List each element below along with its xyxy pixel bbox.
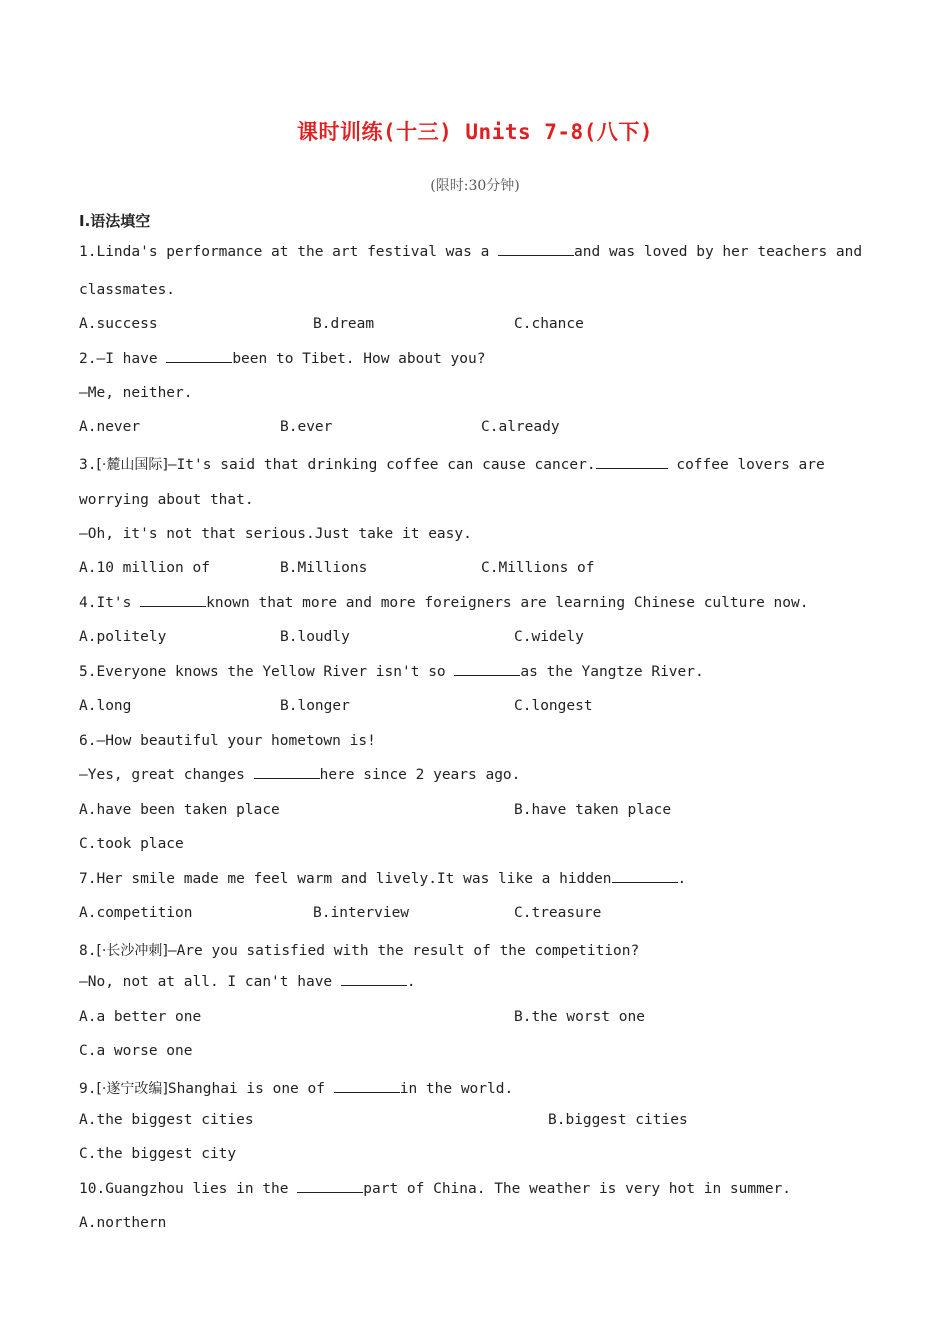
source-tag: [·长沙冲刺] <box>96 943 168 959</box>
question-9-stem: 9.[·遂宁改编]Shanghai is one of in the world. <box>79 1081 514 1097</box>
option-a[interactable]: A.a better one <box>79 1009 202 1025</box>
option-a[interactable]: A.have been taken place <box>79 802 280 818</box>
option-c[interactable]: C.widely <box>514 629 584 645</box>
source-tag: [·麓山国际] <box>96 457 168 473</box>
option-a[interactable]: A.success <box>79 316 158 332</box>
option-b[interactable]: B.ever <box>280 419 333 435</box>
answer-blank[interactable] <box>140 605 206 607</box>
option-c[interactable]: C.took place <box>79 836 184 852</box>
option-a[interactable]: A.never <box>79 419 141 435</box>
question-2-stem: 2.—I have been to Tibet. How about you? <box>79 351 486 367</box>
source-tag: [·遂宁改编] <box>96 1081 168 1097</box>
answer-blank[interactable] <box>166 361 232 363</box>
option-b[interactable]: B.the worst one <box>514 1009 645 1025</box>
section-heading: Ⅰ.语法填空 <box>79 212 151 230</box>
option-c[interactable]: C.already <box>481 419 560 435</box>
question-1-stem-cont: classmates. <box>79 282 176 298</box>
answer-blank[interactable] <box>341 984 407 986</box>
answer-blank[interactable] <box>334 1091 400 1093</box>
option-c[interactable]: C.treasure <box>514 905 602 921</box>
question-1-stem: 1.Linda's performance at the art festival was a and was loved by her teachers and <box>79 244 863 260</box>
option-c[interactable]: C.Millions of <box>481 560 595 576</box>
option-b[interactable]: B.have taken place <box>514 802 672 818</box>
option-c[interactable]: C.a worse one <box>79 1043 193 1059</box>
option-a[interactable]: A.northern <box>79 1215 167 1231</box>
option-c[interactable]: C.the biggest city <box>79 1146 237 1162</box>
answer-blank[interactable] <box>254 777 320 779</box>
question-5-stem: 5.Everyone knows the Yellow River isn't so as the Yangtze River. <box>79 664 704 680</box>
question-3-stem: 3.[·麓山国际]—It's said that drinking coffee can cause cancer. coffee lovers are <box>79 457 825 473</box>
option-c[interactable]: C.longest <box>514 698 593 714</box>
answer-blank[interactable] <box>596 467 668 469</box>
question-6-stem: 6.—How beautiful your hometown is! <box>79 733 376 749</box>
question-7-stem: 7.Her smile made me feel warm and lively.It was like a hidden . <box>79 871 687 887</box>
page-title: 课时训练(十三) Units 7-8(八下) <box>296 120 653 144</box>
option-a[interactable]: A.the biggest cities <box>79 1112 254 1128</box>
option-b[interactable]: B.longer <box>280 698 350 714</box>
question-6-reply: —Yes, great changes here since 2 years ago. <box>79 767 521 783</box>
question-2-reply: —Me, neither. <box>79 385 193 401</box>
option-b[interactable]: B.biggest cities <box>548 1112 688 1128</box>
answer-blank[interactable] <box>454 674 520 676</box>
option-b[interactable]: B.dream <box>313 316 375 332</box>
question-4-stem: 4.It's known that more and more foreigners are learning Chinese culture now. <box>79 595 809 611</box>
time-limit: (限时:30分钟) <box>430 178 520 194</box>
option-b[interactable]: B.loudly <box>280 629 350 645</box>
question-3-stem-cont: worrying about that. <box>79 492 254 508</box>
option-a[interactable]: A.long <box>79 698 132 714</box>
option-a[interactable]: A.politely <box>79 629 167 645</box>
question-8-reply: —No, not at all. I can't have . <box>79 974 416 990</box>
answer-blank[interactable] <box>297 1191 363 1193</box>
answer-blank[interactable] <box>612 881 678 883</box>
option-b[interactable]: B.Millions <box>280 560 368 576</box>
option-a[interactable]: A.10 million of <box>79 560 210 576</box>
option-b[interactable]: B.interview <box>313 905 410 921</box>
question-8-stem: 8.[·长沙冲刺]—Are you satisfied with the result of the competition? <box>79 943 640 959</box>
option-c[interactable]: C.chance <box>514 316 584 332</box>
answer-blank[interactable] <box>498 254 574 256</box>
option-a[interactable]: A.competition <box>79 905 193 921</box>
question-10-stem: 10.Guangzhou lies in the part of China. The weather is very hot in summer. <box>79 1181 792 1197</box>
question-3-reply: —Oh, it's not that serious.Just take it easy. <box>79 526 472 542</box>
